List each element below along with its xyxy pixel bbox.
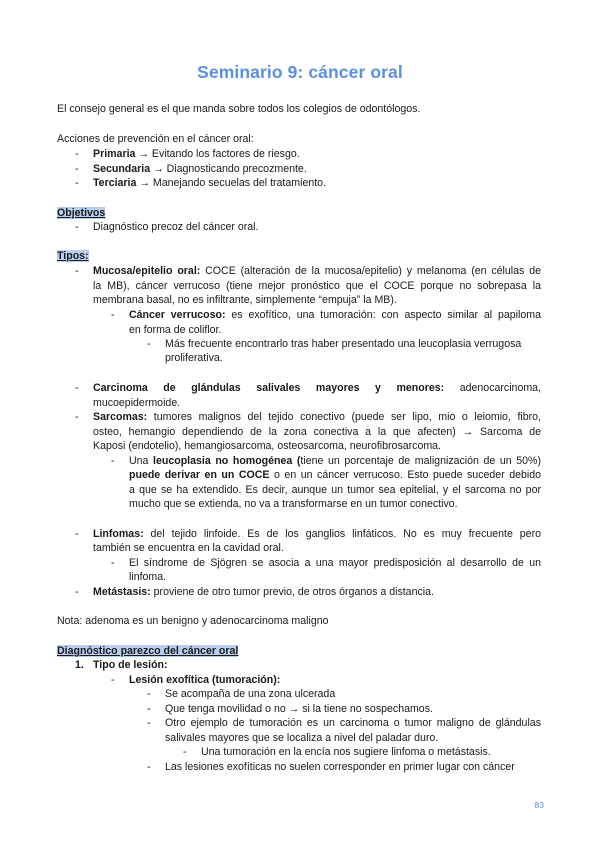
exofitica-heading: Lesión exofítica (tumoración): — [129, 674, 281, 686]
linfomas-line-2: también se encuentra en la cavidad oral. — [93, 542, 284, 554]
otro-ejemplo-line-2: salivales mayores que se localiza a nivel del paladar duro. — [165, 732, 439, 744]
list-item: Diagnóstico precoz del cáncer oral. — [93, 221, 259, 233]
page-number: 83 — [534, 800, 544, 810]
sjogren-line-2: linfoma. — [129, 571, 167, 583]
encia-text: Una tumoración en la encía nos sugiere linfoma o metástasis. — [201, 746, 491, 758]
objetivos-heading: Objetivos — [57, 207, 106, 219]
sarcomas-line-3: Kaposi (endotelio), hemangiosarcoma, osteosarcoma, neurofibrosarcoma. — [93, 440, 442, 452]
verrucoso-line-2: en forma de coliflor. — [129, 324, 222, 336]
list-item: Secundaria → Diagnosticando precozmente. — [93, 163, 307, 175]
list-item: Se acompaña de una zona ulcerada — [165, 688, 336, 700]
sjogren-line-1: El síndrome de Sjögren se asocia a una mayor predisposición al desarrollo de un — [129, 557, 541, 569]
leucoplasia-line-2: puede derivar en un COCE o en un cáncer verrucoso. Esto puede suceder debido — [129, 469, 542, 481]
leucoplasia-line-4: mucho que se extienda, no va a transformarse en un tumor conectivo. — [129, 498, 458, 510]
metastasis-line: Metástasis: proviene de otro tumor previo, de otros órganos a distancia. — [93, 586, 434, 598]
list-number: 1. — [75, 659, 84, 671]
carcinoma-line-2: mucoepidermoide. — [93, 397, 181, 409]
sarcomas-line-2: osteo, hemangio dependiendo de la zona conectiva a la que afecten) → Sarcoma de — [93, 426, 541, 438]
list-item: Primaria → Evitando los factores de riesgo. — [93, 148, 300, 160]
list-dash: - — [75, 177, 79, 189]
prevencion-heading: Acciones de prevención en el cáncer oral: — [57, 133, 254, 145]
list-dash: - — [111, 557, 115, 569]
list-dash: - — [75, 586, 79, 598]
list-item: Terciaria → Manejando secuelas del tratamiento. — [93, 177, 327, 189]
list-item: Las lesiones exofíticas no suelen corresponder en primer lugar con cáncer — [165, 761, 515, 773]
tipos-heading: Tipos: — [57, 250, 89, 262]
list-dash: - — [111, 455, 115, 467]
intro-text: El consejo general es el que manda sobre todos los colegios de odontólogos. — [57, 103, 421, 115]
list-dash: - — [183, 746, 187, 758]
sarcomas-line-1: Sarcomas: tumores malignos del tejido conectivo (puede ser lipo, mio o leiomio, fibro, — [93, 411, 541, 423]
mucosa-line-3: membrana basal, no es infiltrante, simplemente “empuja” la MB). — [93, 294, 397, 306]
page-title: Seminario 9: cáncer oral — [197, 62, 403, 82]
nota-text: Nota: adenoma es un benigno y adenocarcinoma maligno — [57, 615, 329, 627]
leucoplasia-line-3: a que se ha extendido. Es decir, aunque un tumor sea epitelial, y el sarcoma no por — [129, 484, 541, 496]
list-dash: - — [147, 761, 151, 773]
list-dash: - — [147, 338, 151, 350]
linfomas-line-1: Linfomas: del tejido linfoide. Es de los ganglios linfáticos. No es muy frecuente pero — [93, 528, 541, 540]
list-dash: - — [75, 528, 79, 540]
verrucoso-sub-line-2: proliferativa. — [165, 352, 223, 364]
list-dash: - — [111, 309, 115, 321]
list-dash: - — [75, 382, 79, 394]
list-dash: - — [147, 688, 151, 700]
list-dash: - — [75, 411, 79, 423]
list-dash: - — [111, 674, 115, 686]
list-item: Que tenga movilidad o no → si la tiene no sospechamos. — [165, 703, 433, 715]
otro-ejemplo-line-1: Otro ejemplo de tumoración es un carcinoma o tumor maligno de glándulas — [165, 717, 541, 729]
list-dash: - — [75, 163, 79, 175]
mucosa-line-2: la MB), cáncer verrucoso (tiene mejor pronóstico que el COCE porque no sobrepasa la — [93, 280, 541, 292]
list-dash: - — [147, 703, 151, 715]
list-dash: - — [75, 221, 79, 233]
mucosa-line-1: Mucosa/epitelio oral: COCE (alteración de la mucosa/epitelio) y melanoma (en células de — [93, 265, 541, 277]
leucoplasia-line-1: Una leucoplasia no homogénea (tiene un porcentaje de malignización de un 50%) — [129, 455, 541, 467]
carcinoma-line-1: Carcinoma de glándulas salivales mayores y menores: adenocarcinoma, — [93, 382, 542, 394]
list-dash: - — [75, 265, 79, 277]
verrucoso-line-1: Cáncer verrucoso: es exofítico, una tumoración: con aspecto similar al papiloma — [129, 309, 541, 321]
list-dash: - — [75, 148, 79, 160]
verrucoso-sub-line-1: Más frecuente encontrarlo tras haber presentado una leucoplasia verrugosa — [165, 338, 522, 350]
diagnostico-heading: Diagnóstico parezco del cáncer oral — [57, 645, 239, 657]
tipo-lesion-heading: Tipo de lesión: — [93, 659, 168, 671]
list-dash: - — [147, 717, 151, 729]
